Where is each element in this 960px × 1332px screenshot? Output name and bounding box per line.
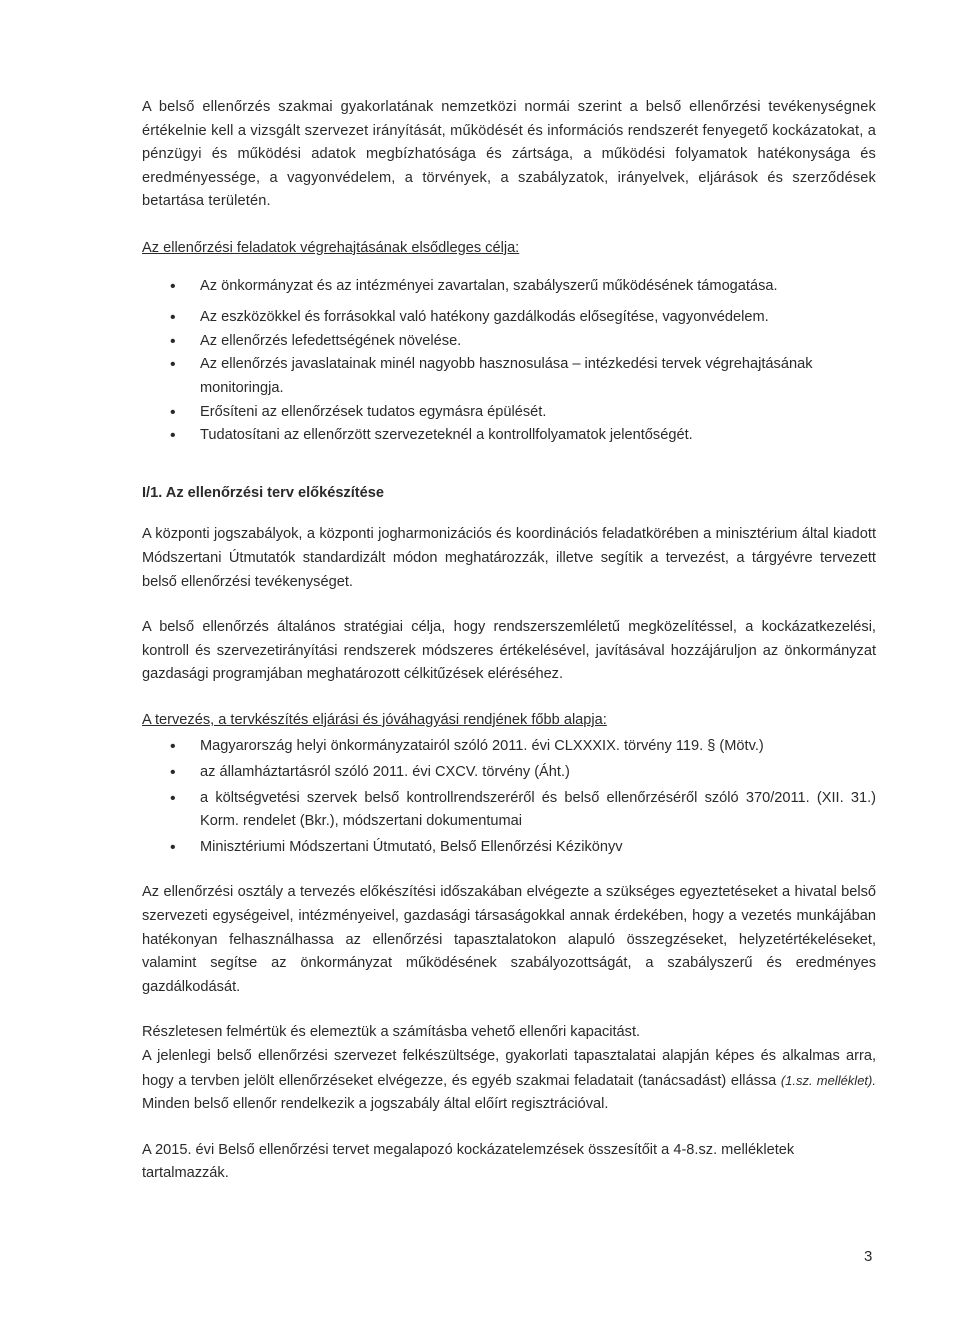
- basis-list: [142, 735, 876, 859]
- goals-list: [142, 275, 876, 448]
- page-number: 3: [864, 1248, 873, 1265]
- section-title: I/1. Az ellenőrzési terv előkészítése: [142, 484, 384, 501]
- document-page: [142, 96, 876, 1186]
- capacity-text-b: Minden belső ellenőr rendelkezik a jogszabály által előírt regisztrációval.: [142, 1096, 609, 1113]
- list-item: • az államháztartásról szóló 2011. évi CXCV. törvény (Áht.): [142, 761, 876, 785]
- final-paragraph: A 2015. évi Belső ellenőrzési tervet megalapozó kockázatelemzések összesítőit a 4-8.sz. mellékletek tartalmazzák.: [142, 1141, 795, 1182]
- annex-reference: (1.sz. melléklet).: [780, 1072, 876, 1088]
- list-item: • Az eszközökkel és forrásokkal való hatékony gazdálkodás elősegítése, vagyonvédelem.: [142, 306, 876, 330]
- strategy-paragraph: A belső ellenőrzés általános stratégiai célja, hogy rendszerszemléletű megközelítéssel, a kockázatkezelési, kontroll és szervezetirányítási rendszerek módszeres értékelésével, javításával hozzájáruljon az önkormányzat gazdasági programjában meghatározott célkitűzések eléréséhez.: [142, 619, 876, 683]
- list-item: • Magyarország helyi önkormányzatairól szóló 2011. évi CLXXXIX. törvény 119. § (Mötv.): [142, 735, 876, 759]
- capacity-paragraph-2: [142, 1045, 876, 1117]
- list-item: • Minisztériumi Módszertani Útmutató, Belső Ellenőrzési Kézikönyv: [142, 836, 876, 860]
- list-item: • Erősíteni az ellenőrzések tudatos egymásra épülését.: [142, 401, 876, 425]
- capacity-paragraph-1: Részletesen felmértük és elemeztük a számításba vehető ellenőri kapacitást.: [142, 1024, 641, 1041]
- goals-heading: Az ellenőrzési feladatok végrehajtásának elsődleges célja:: [142, 239, 520, 256]
- list-item: • Tudatosítani az ellenőrzött szervezeteknél a kontrollfolyamatok jelentőségét.: [142, 424, 876, 448]
- list-item: • Az ellenőrzés lefedettségének növelése.: [142, 330, 876, 354]
- capacity-text-a: A jelenlegi belső ellenőrzési szervezet felkészültsége, gyakorlati tapasztalatai alapján képes és alkalmas arra, hogy a tervben jelölt ellenőrzéseket elvégezze, és egyéb szakmai feladatait (tanácsadást) ellássa: [142, 1048, 876, 1089]
- department-paragraph: Az ellenőrzési osztály a tervezés előkészítési időszakában elvégezte a szükséges egyeztetéseket a hivatal belső szervezeti egységeivel, intézményeivel, gazdasági társaságokkal annak érdekében, hogy a vezetés munkájában hatékonyan felhasználhassa az ellenőrzési tapasztalatokon alapuló összegzéseket, helyzetértékeléseket, valamint segítse az önkormányzat működésének szabályozottságát, a szabályszerű és eredményes gazdálkodását.: [142, 884, 876, 995]
- list-item: • a költségvetési szervek belső kontrollrendszeréről és belső ellenőrzéséről szóló 370/2011. (XII. 31.) Korm. rendelet (Bkr.), módszertani dokumentumai: [142, 787, 876, 834]
- intro-paragraph: A belső ellenőrzés szakmai gyakorlatának nemzetközi normái szerint a belső ellenőrzési tevékenységnek értékelnie kell a vizsgált szervezet irányítását, működését és információs rendszerét fenyegető kockázatokat, a pénzügyi és működési adatok megbízhatósága és zártsága, a működési folyamatok hatékonysága és eredményessége, a vagyonvédelem, a törvények, a szabályzatok, irányelvek, eljárások és szerződések betartása területén.: [142, 99, 876, 210]
- central-regulations-paragraph: A központi jogszabályok, a központi jogharmonizációs és koordinációs feladatkörében a minisztérium által kiadott Módszertani Útmutatók standardizált módon meghatározzák, illetve segítik a tervezést, a tárgyévre tervezett belső ellenőrzési tevékenységet.: [142, 526, 876, 590]
- list-item: • Az ellenőrzés javaslatainak minél nagyobb hasznosulása – intézkedési tervek végrehajtásának monitoringja.: [142, 353, 876, 400]
- basis-heading: A tervezés, a tervkészítés eljárási és jóváhagyási rendjének főbb alapja:: [142, 711, 607, 728]
- list-item: • Az önkormányzat és az intézményei zavartalan, szabályszerű működésének támogatása.: [142, 275, 876, 299]
